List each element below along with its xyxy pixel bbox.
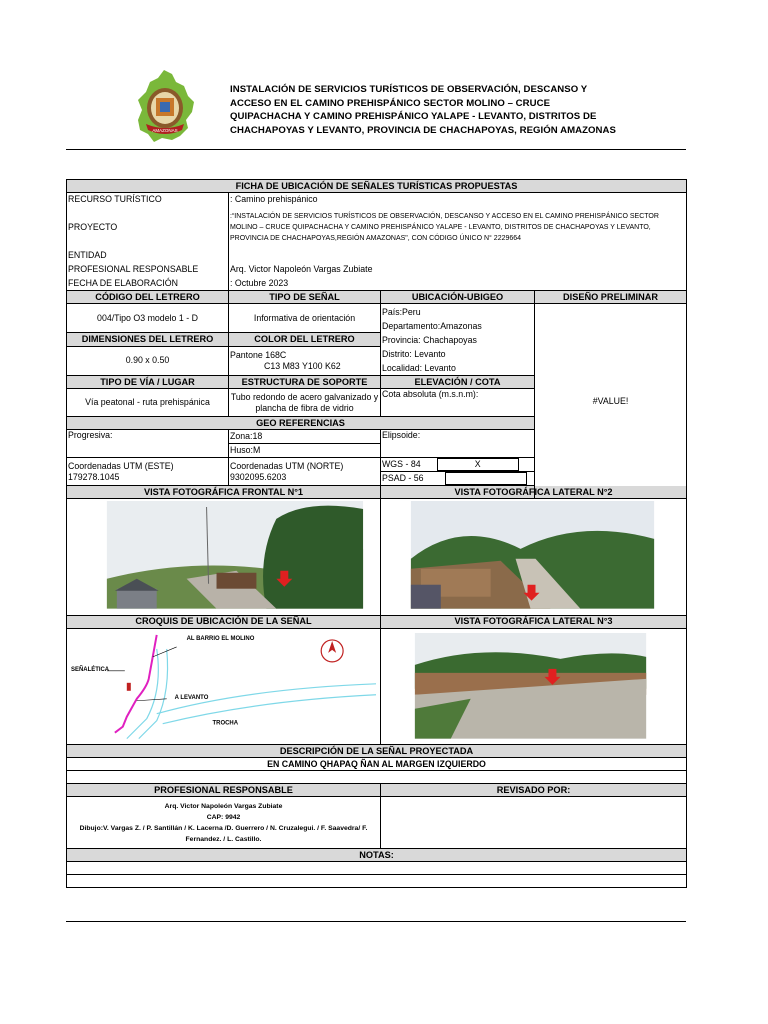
profesional-resp-header: PROFESIONAL RESPONSABLE [67, 784, 381, 797]
wgs-cell [381, 458, 535, 472]
departamento: Departamento:Amazonas [382, 321, 482, 331]
firma-dibujo: Dibujo:V. Vargas Z. / P. Santillán / K. Lacerna /D. Guerrero / N. Cruzalegui. / F. Saavedra/ F. Fernandez. / L. Castillo. [79, 824, 368, 843]
ficha-title: FICHA DE UBICACIÓN DE SEÑALES TURÍSTICAS PROPUESTAS [67, 180, 687, 193]
firma-nombre: Arq. Victor Napoleón Vargas Zubiate [164, 802, 283, 810]
document-title: INSTALACIÓN DE SERVICIOS TURÍSTICOS DE OBSERVACIÓN, DESCANSO Y ACCESO EN EL CAMINO PREHISPÁNICO SECTOR MOLINO – CRUCE QUIPACHACHA Y CAMINO PREHISPÁNICO YALAPE - LEVANTO, DISTRITOS DE CHACHAPOYAS Y LEVANTO, PROVINCIA DE CHACHAPOYAS, REGIÓN AMAZONAS [230, 84, 616, 136]
wgs-label: WGS - 84 [382, 458, 421, 469]
diseno-value: #VALUE! [535, 304, 687, 499]
utm-este [67, 458, 229, 486]
profesional-label: PROFESIONAL RESPONSABLE [67, 263, 229, 277]
croquis-trocha-label: TROCHA [212, 720, 239, 727]
huso: Huso:M [229, 444, 381, 458]
diseno-header: DISEÑO PRELIMINAR [535, 291, 687, 304]
recurso-value: : Camino prehispánico [229, 193, 687, 207]
zona: Zona:18 [229, 430, 381, 444]
fecha-label: FECHA DE ELABORACIÓN [67, 277, 229, 291]
psad-cell [381, 472, 535, 486]
utm-norte-label: Coordenadas UTM (NORTE) [230, 460, 344, 471]
descripcion-header: DESCRIPCIÓN DE LA SEÑAL PROYECTADA [67, 745, 687, 758]
geo-header: GEO REFERENCIAS [67, 417, 535, 430]
psad-checkbox[interactable] [445, 472, 527, 485]
lateral3-photo [381, 629, 686, 742]
lateral2-header: VISTA FOTOGRÁFICA LATERAL N°2 [381, 486, 687, 499]
cmyk: C13 M83 Y100 K62 [264, 360, 341, 371]
elevacion-value: Cota absoluta (m.s.n.m): [381, 389, 535, 417]
notas-header: NOTAS: [67, 849, 687, 862]
notas-line[interactable] [67, 862, 687, 875]
distrito: Distrito: Levanto [382, 349, 446, 359]
utm-este-label: Coordenadas UTM (ESTE) [68, 460, 174, 471]
pantone: Pantone 168C [230, 349, 287, 360]
utm-norte-value: 9302095.6203 [230, 471, 287, 482]
elipsoide: Elipsoide: [381, 430, 535, 458]
firma-profesional [67, 797, 381, 849]
revisado-header: REVISADO POR: [381, 784, 687, 797]
tipo-header: TIPO DE SEÑAL [229, 291, 381, 304]
ubigeo-cell [381, 304, 535, 376]
ficha-table [66, 179, 687, 888]
profesional-value: Arq. Victor Napoleón Vargas Zubiate [229, 263, 687, 277]
provincia: Provincia: Chachapoyas [382, 335, 477, 345]
croquis-header: CROQUIS DE UBICACIÓN DE LA SEÑAL [67, 615, 381, 628]
logo-text: AMAZONAS [152, 128, 178, 133]
estructura-value: Tubo redondo de acero galvanizado y plancha de fibra de vidrio [229, 389, 381, 417]
lateral3-photo-cell [381, 628, 687, 745]
ubicacion-header: UBICACIÓN-UBIGEO [381, 291, 535, 304]
color-value [229, 346, 381, 375]
croquis-barrio-label: AL BARRIO EL MOLINO [186, 635, 255, 642]
footer-divider [66, 921, 686, 922]
pais: País:Peru [382, 307, 421, 317]
firma-cap: CAP: 9942 [206, 813, 241, 821]
signage-marker-icon [127, 682, 131, 690]
north-compass-icon [321, 640, 343, 662]
localidad: Localidad: Levanto [382, 363, 456, 373]
tipo-value: Informativa de orientación [229, 304, 381, 333]
amazonas-logo [128, 68, 204, 144]
recurso-label: RECURSO TURÍSTICO [67, 193, 229, 207]
via-value: Vía peatonal - ruta prehispánica [67, 389, 229, 417]
codigo-header: CÓDIGO DEL LETRERO [67, 291, 229, 304]
proyecto-value: :“INSTALACIÓN DE SERVICIOS TURÍSTICOS DE OBSERVACIÓN, DESCANSO Y ACCESO EN EL CAMINO PREHISPÁNICO SECTOR MOLINO – CRUCE QUIPACHACHA Y CAMINO PREHISPÁNICO YALAPE - LEVANTO, DISTRITOS DE CHACHAPOYAS Y LEVANTO, PROVINCIA DE CHACHAPOYAS,REGIÓN AMAZONAS", CON CÓDIGO ÚNICO N° 2229664 [229, 207, 687, 249]
dimensiones-value: 0.90 x 0.50 [67, 346, 229, 375]
frontal-header: VISTA FOTOGRÁFICA FRONTAL N°1 [67, 486, 381, 499]
color-header: COLOR DEL LETRERO [229, 333, 381, 347]
proyecto-label: PROYECTO [67, 207, 229, 249]
estructura-header: ESTRUCTURA DE SOPORTE [229, 376, 381, 389]
wgs-checkbox[interactable]: X [437, 458, 519, 471]
lateral3-header: VISTA FOTOGRÁFICA LATERAL N°3 [381, 615, 687, 628]
header-divider [66, 149, 686, 150]
croquis-cell [67, 628, 381, 745]
entidad-value [229, 249, 687, 263]
utm-este-value: 179278.1045 [68, 471, 120, 482]
entidad-label: ENTIDAD [67, 249, 229, 263]
lateral2-photo [381, 499, 686, 612]
croquis-levanto-label: A LEVANTO [174, 694, 209, 701]
notas-line[interactable] [67, 875, 687, 888]
psad-label: PSAD - 56 [382, 472, 424, 483]
fecha-value: : Octubre 2023 [229, 277, 687, 291]
codigo-value: 004/Tipo O3 modelo 1 - D [67, 304, 229, 333]
utm-norte [229, 458, 381, 486]
lateral2-photo-cell [381, 499, 687, 616]
croquis-map [67, 629, 380, 742]
descripcion-value: EN CAMINO QHAPAQ ÑAN AL MARGEN IZQUIERDO [67, 758, 687, 771]
frontal-photo-cell [67, 499, 381, 616]
elevacion-header: ELEVACIÓN / COTA [381, 376, 535, 389]
progresiva: Progresiva: [67, 430, 229, 458]
frontal-photo [67, 499, 380, 612]
spacer-row [67, 771, 687, 784]
via-header: TIPO DE VÍA / LUGAR [67, 376, 229, 389]
firma-revisado [381, 797, 687, 849]
dimensiones-header: DIMENSIONES DEL LETRERO [67, 333, 229, 347]
croquis-senaletica-label: SEÑALÉTICA [70, 666, 110, 673]
